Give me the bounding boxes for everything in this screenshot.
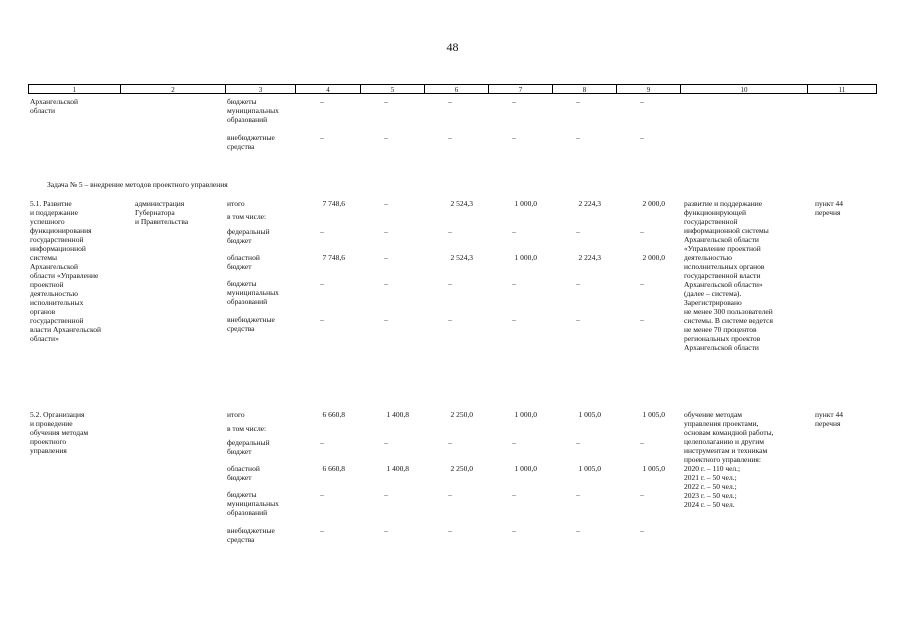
value-col-9: –	[640, 526, 644, 535]
item-5-1-name: 5.1. Развитие и поддержание успешного функционирования государственной информационной системы Архангельской области «Управление проектной деятельностью исполнительных органов государственной власти Архангельской области»	[30, 199, 101, 343]
header-cell-9: 9	[616, 84, 681, 94]
funding-source: итого	[227, 410, 245, 419]
header-cell-7: 7	[488, 84, 553, 94]
header-cell-6: 6	[424, 84, 489, 94]
value-col-5: –	[384, 97, 388, 106]
value-col-6: –	[448, 279, 452, 288]
value-col-8: –	[576, 97, 580, 106]
header-cell-5: 5	[360, 84, 425, 94]
value-col-9: –	[640, 490, 644, 499]
value-col-6: –	[448, 490, 452, 499]
value-col-9: 2 000,0	[642, 199, 665, 208]
value-col-8: 1 005,0	[578, 464, 601, 473]
item-5-2-name: 5.2. Организация и проведение обучения методам проектного управления	[30, 410, 89, 455]
item-5-1-reference: пункт 44 перечня	[815, 199, 843, 217]
item-5-2-result: обучение методам управления проектами, основам командной работы, целеполаганию и другим инструментам и техникам проектного управления: 2020 г. – 110 чел.; 2021 г. – 50 чел.; 2022 г. – 50 чел.; 2023 г. – 50 чел.; 2024 г. – 50 чел.	[684, 410, 774, 509]
value-col-5: 1 400,8	[386, 410, 409, 419]
header-cell-11: 11	[807, 84, 877, 94]
value-col-5: –	[384, 133, 388, 142]
header-cell-2: 2	[120, 84, 226, 94]
value-col-4: –	[320, 438, 324, 447]
value-col-7: –	[512, 526, 516, 535]
value-col-4: 7 748,6	[322, 253, 345, 262]
value-col-4: –	[320, 227, 324, 236]
value-col-7: –	[512, 315, 516, 324]
value-col-8: –	[576, 227, 580, 236]
value-col-9: –	[640, 279, 644, 288]
funding-source: внебюджетные средства	[227, 526, 275, 544]
funding-source: бюджеты муниципальных образований	[227, 97, 279, 124]
value-col-8: 1 005,0	[578, 410, 601, 419]
funding-source: бюджеты муниципальных образований	[227, 490, 279, 517]
value-col-8: 2 224,3	[578, 199, 601, 208]
value-col-5: –	[384, 199, 388, 208]
value-col-6: –	[448, 227, 452, 236]
value-col-8: –	[576, 438, 580, 447]
value-col-6: 2 250,0	[450, 464, 473, 473]
value-col-6: –	[448, 526, 452, 535]
task-title: Задача № 5 – внедрение методов проектного управления	[47, 180, 228, 189]
value-col-5: –	[384, 227, 388, 236]
value-col-6: 2 524,3	[450, 199, 473, 208]
value-col-8: –	[576, 526, 580, 535]
funding-source: бюджеты муниципальных образований	[227, 279, 279, 306]
value-col-9: –	[640, 97, 644, 106]
value-col-7: 1 000,0	[514, 199, 537, 208]
page-number: 48	[446, 40, 459, 54]
item-5-1-result: развитие и поддержание функционирующей государственной информационной системы Архангельской области «Управление проектной деятельностью исполнительных органов государственной власти Архангельской области» (далее – система). Зарегистрировано не менее 300 пользователей системы. В системе ведется не менее 70 процентов региональных проектов Архангельской области	[684, 199, 773, 352]
value-col-4: 6 660,8	[322, 464, 345, 473]
funding-source: областной бюджет	[227, 253, 260, 271]
header-cell-8: 8	[552, 84, 617, 94]
value-col-8: –	[576, 279, 580, 288]
value-col-7: 1 000,0	[514, 253, 537, 262]
value-col-5: –	[384, 279, 388, 288]
value-col-6: –	[448, 438, 452, 447]
value-col-9: 2 000,0	[642, 253, 665, 262]
responsible-tail: Архангельской области	[30, 97, 78, 115]
value-col-4: –	[320, 279, 324, 288]
value-col-7: –	[512, 438, 516, 447]
value-col-8: 2 224,3	[578, 253, 601, 262]
value-col-5: –	[384, 438, 388, 447]
value-col-6: –	[448, 97, 452, 106]
value-col-4: 7 748,6	[322, 199, 345, 208]
value-col-7: –	[512, 490, 516, 499]
value-col-9: 1 005,0	[642, 464, 665, 473]
value-col-5: –	[384, 490, 388, 499]
value-col-4: –	[320, 315, 324, 324]
header-cell-4: 4	[295, 84, 361, 94]
value-col-7: –	[512, 227, 516, 236]
value-col-4: 6 660,8	[322, 410, 345, 419]
value-col-4: –	[320, 490, 324, 499]
value-col-9: –	[640, 315, 644, 324]
value-col-8: –	[576, 133, 580, 142]
value-col-7: 1 000,0	[514, 464, 537, 473]
value-col-7: –	[512, 279, 516, 288]
value-col-7: 1 000,0	[514, 410, 537, 419]
value-col-5: 1 400,8	[386, 464, 409, 473]
funding-source: итого	[227, 199, 245, 208]
value-col-8: –	[576, 490, 580, 499]
item-5-1-executor: администрация Губернатора и Правительства	[135, 199, 189, 226]
value-col-9: –	[640, 438, 644, 447]
funding-source: федеральный бюджет	[227, 227, 270, 245]
value-col-6: –	[448, 315, 452, 324]
value-col-6: 2 250,0	[450, 410, 473, 419]
value-col-6: –	[448, 133, 452, 142]
value-col-9: –	[640, 133, 644, 142]
value-col-5: –	[384, 315, 388, 324]
value-col-5: –	[384, 526, 388, 535]
funding-source: внебюджетные средства	[227, 315, 275, 333]
value-col-5: –	[384, 253, 388, 262]
header-cell-3: 3	[225, 84, 296, 94]
funding-source: в том числе:	[227, 424, 267, 433]
value-col-9: –	[640, 227, 644, 236]
header-cell-1: 1	[28, 84, 121, 94]
funding-source: федеральный бюджет	[227, 438, 270, 456]
header-cell-10: 10	[680, 84, 808, 94]
value-col-8: –	[576, 315, 580, 324]
value-col-7: –	[512, 97, 516, 106]
value-col-4: –	[320, 526, 324, 535]
funding-source: внебюджетные средства	[227, 133, 275, 151]
value-col-4: –	[320, 133, 324, 142]
funding-source: областной бюджет	[227, 464, 260, 482]
value-col-4: –	[320, 97, 324, 106]
value-col-9: 1 005,0	[642, 410, 665, 419]
value-col-6: 2 524,3	[450, 253, 473, 262]
value-col-7: –	[512, 133, 516, 142]
item-5-2-reference: пункт 44 перечня	[815, 410, 843, 428]
funding-source: в том числе:	[227, 212, 267, 221]
